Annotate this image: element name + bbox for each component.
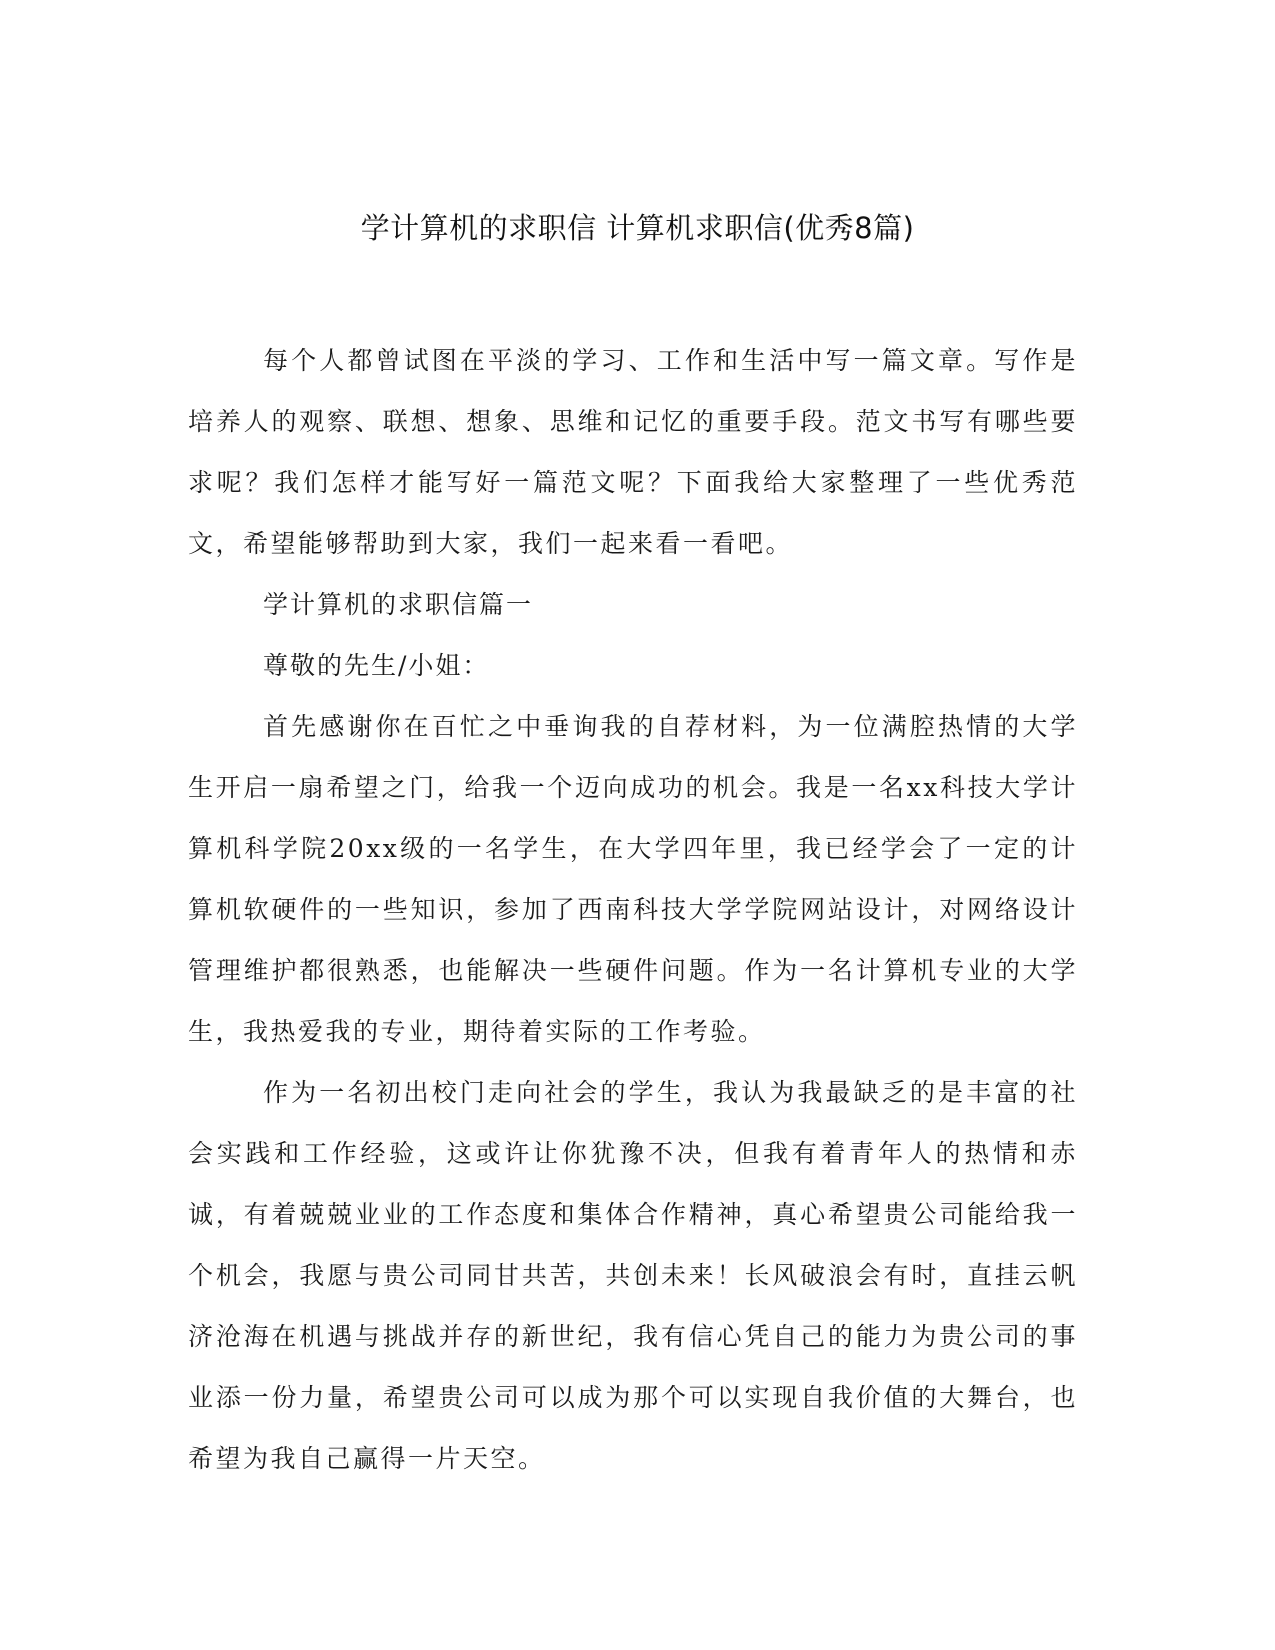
intro-paragraph: 每个人都曾试图在平淡的学习、工作和生活中写一篇文章。写作是培养人的观察、联想、想象、思维和记忆的重要手段。范文书写有哪些要求呢？我们怎样才能写好一篇范文呢？下面我给大家整理了一些优秀范文，希望能够帮助到大家，我们一起来看一看吧。	[188, 346, 1078, 558]
salutation: 尊敬的先生/小姐：	[263, 651, 490, 680]
section-heading: 学计算机的求职信篇一	[263, 590, 534, 619]
document-title: 学计算机的求职信 计算机求职信(优秀8篇)	[360, 211, 915, 245]
body-paragraph: 首先感谢你在百忙之中垂询我的自荐材料，为一位满腔热情的大学生开启一扇希望之门，给我一个迈向成功的机会。我是一名xx科技大学计算机科学院20xx级的一名学生，在大学四年里，我已经学会了一定的计算机软硬件的一些知识，参加了西南科技大学学院网站设计，对网络设计管理维护都很熟悉，也能解决一些硬件问题。作为一名计算机专业的大学生，我热爱我的专业，期待着实际的工作考验。	[188, 712, 1078, 1046]
body-paragraph: 作为一名初出校门走向社会的学生，我认为我最缺乏的是丰富的社会实践和工作经验，这或许让你犹豫不决，但我有着青年人的热情和赤诚，有着兢兢业业的工作态度和集体合作精神，真心希望贵公司能给我一个机会，我愿与贵公司同甘共苦，共创未来！长风破浪会有时，直挂云帆济沧海在机遇与挑战并存的新世纪，我有信心凭自己的能力为贵公司的事业添一份力量，希望贵公司可以成为那个可以实现自我价值的大舞台，也希望为我自己赢得一片天空。	[188, 1078, 1078, 1473]
document-body	[188, 330, 1078, 1489]
